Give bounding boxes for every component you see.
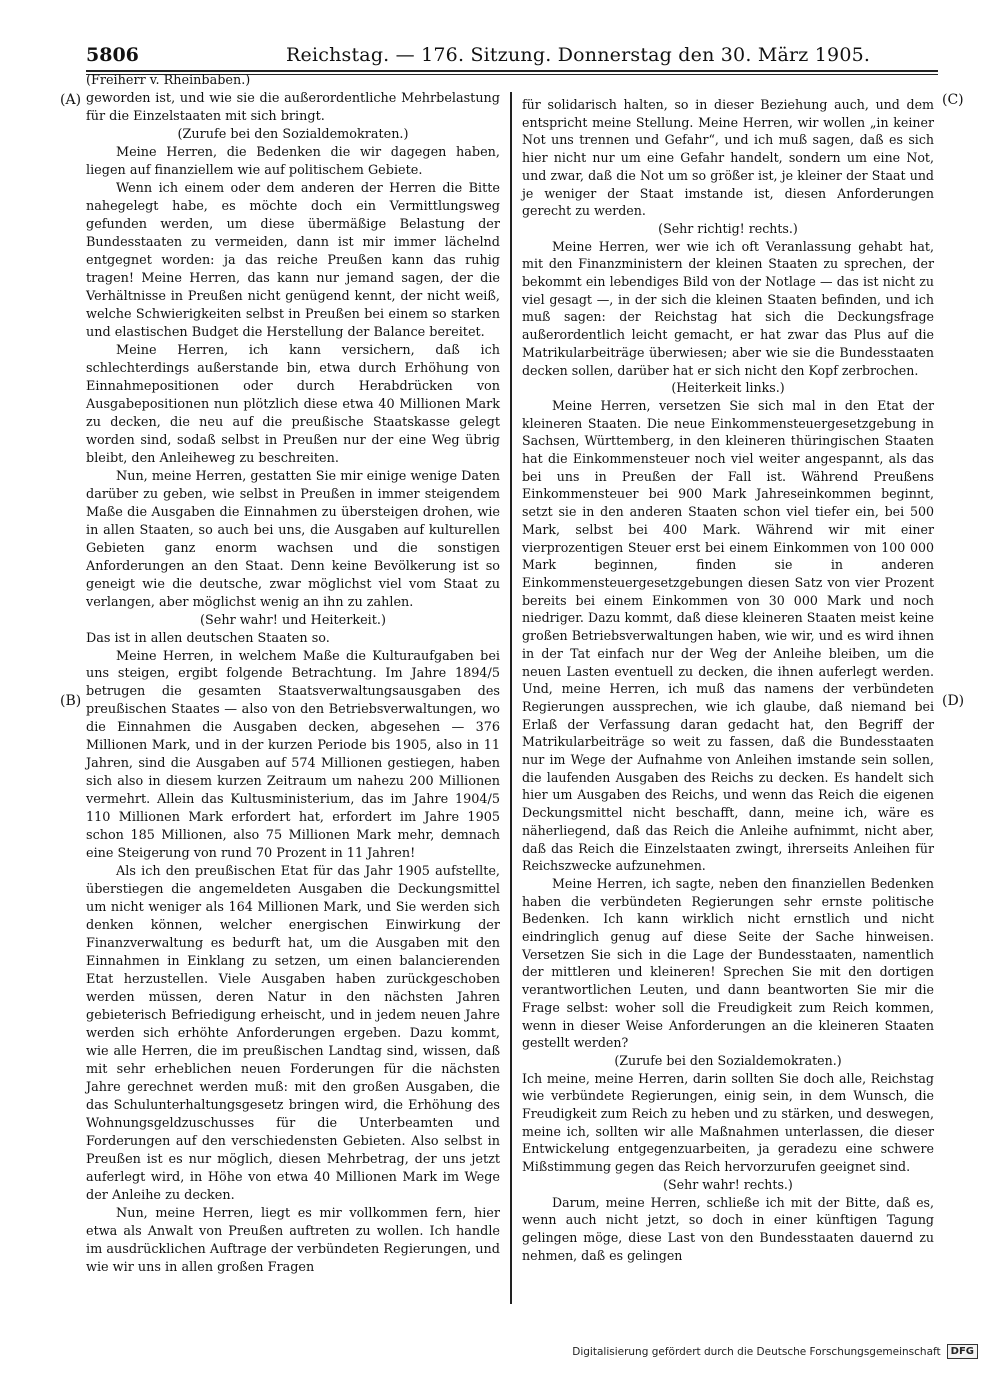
- paragraph: Darum, meine Herren, schließe ich mit der Bitte, daß es, wenn auch nicht jetzt, so doch in einer künftigen Tagung gelingen möge, diese Last von den Bundesstaaten dauernd zu nehmen, daß es gelingen: [522, 1194, 934, 1263]
- paragraph: Meine Herren, ich sagte, neben den finanziellen Bedenken haben die verbündeten Regierungen sehr ernste politische Bedenken. Ich kann wirklich nicht ernstlich und nicht eindringlich genug auf diese Seite der Sache hinweisen. Versetzen Sie sich in die Lage der Bundesstaaten, namentlich der mittleren und kleineren! Sprechen Sie mit den dortigen verantwortlichen Leuten, und dann beantworten Sie mir die Frage selbst: woher soll die Freudigkeit zum Reich kommen, wenn in dieser Weise Anforderungen an die kleineren Staaten gestellt werden?: [522, 875, 934, 1051]
- footer-credit: Digitalisierung gefördert durch die Deutsche Forschungsgemeinschaft: [572, 1345, 941, 1358]
- page-title: Reichstag. — 176. Sitzung. Donnerstag den 30. März 1905.: [286, 44, 871, 66]
- interjection: (Zurufe bei den Sozialdemokraten.): [177, 126, 409, 142]
- paragraph: Als ich den preußischen Etat für das Jahr 1905 aufstellte, überstiegen die angemeldeten Ausgaben die Deckungsmittel um nicht weniger als 164 Millionen Mark, und Sie werden sich denken können, welcher energischen Einwirkung der Finanzverwaltung es bedurft hat, um die Ausgaben mit den Einnahmen in Einklang zu setzen, um einen balancierenden Etat herzustellen. Viele Ausgaben haben zurückgeschoben werden müssen, deren Natur in den nächsten Jahren gebieterisch Befriedigung erheischt, und in jedem neuen Jahre werden sich erhöhte Anforderungen ergeben. Dazu kommt, wie alle Herren, die im preußischen Landtag sind, wissen, daß mit sehr erheblichen neuen Forderungen für die nächsten Jahre gerechnet werden muß: mit den großen Ausgaben, die das Schulunterhaltungsgesetz bringen wird, die Erhöhung des Wohnungsgeldzuschusses für die Unterbeamten und Forderungen auf den verschiedensten Gebieten. Also selbst in Preußen ist es nur möglich, diesen Mehrbetrag, der uns jetzt auferlegt wird, in Höhe von etwa 40 Millionen Mark im Wege der Anleihe zu decken.: [86, 864, 500, 1204]
- paragraph: Das ist in allen deutschen Staaten so.: [86, 630, 330, 646]
- margin-marker-b: (B): [60, 693, 82, 709]
- paragraph: Meine Herren, versetzen Sie sich mal in den Etat der kleineren Staaten. Die neue Einkommensteuergesetzgebung in Sachsen, Württemberg, in den kleineren thüringischen Staaten hat die Einkommensteuer noch viel weiter angespannt, als das bei uns in Preußen der Fall ist. Während Preußens Einkommensteuer bei 900 Mark Jahreseinkommen beginnt, setzt sie in den anderen Staaten schon viel tiefer ein, bei 500 Mark, selbst bei 400 Mark. Während wir mit einer vierprozentigen Steuer erst bei einem Einkommen von 100 000 Mark beginnen, finden sie in anderen Einkommensteuergesetzgebungen diesen Satz von vier Prozent bereits bei einem Einkommen von 30 000 Mark und noch niedriger. Dazu kommt, daß diese kleineren Staaten meist keine großen Betriebsverwaltungen haben, wie wir, und es wird ihnen in der Tat einfach nur der Weg der Anleihe bleiben, um die neuen Lasten eventuell zu decken, die ihnen auferlegt werden. Und, meine Herren, ich muß das namens der verbündeten Regierungen aussprechen, wie ich glaube, daß niemand bei Erlaß der Verfassung daran gedacht hat, den Begriff der Matrikularbeiträge so weit zu fassen, daß die Bundesstaaten nur im Wege der Aufnahme von Anleihen imstande sein sollen, die laufenden Ausgaben des Reichs zu decken. Es handelt sich hier um Ausgaben des Reichs, und wenn das Reich die eigenen Deckungsmittel nicht beschafft, dann, meine ich, wäre es näherliegend, daß das Reich die Anleihe aufnimmt, nicht aber, daß das Reich die Einzelstaaten zwingt, ihrerseits Anleihen für Reichszwecke aufzunehmen.: [522, 397, 934, 874]
- interjection: (Sehr wahr! rechts.): [663, 1176, 793, 1192]
- paragraph: Nun, meine Herren, liegt es mir vollkommen fern, hier etwa als Anwalt von Preußen auftreten zu wollen. Ich handle im ausdrücklichen Auftrage der verbündeten Regierungen, und wie wir uns in allen großen Fragen: [86, 1206, 500, 1275]
- speaker-label: (Freiherr v. Rheinbaben.): [86, 73, 251, 88]
- right-column: [522, 96, 934, 1264]
- page-header: [86, 44, 938, 70]
- paragraph: Meine Herren, wer wie ich oft Veranlassung gehabt hat, mit den Finanzministern der kleinen Staaten zu sprechen, der bekommt ein lebendiges Bild von der Notlage — das ist nicht zu viel gesagt —, in der sich die kleinen Staaten befinden, und ich muß sagen: der Reichstag hat sich die Deckungsfrage außerordentlich leicht gemacht, er hat zwar das Plus auf die Matrikularbeiträge überwiesen; aber wie sie die Bundesstaaten decken sollen, darüber hat er sich nicht den Kopf zerbrochen.: [522, 238, 934, 378]
- paragraph: Nun, meine Herren, gestatten Sie mir einige wenige Daten darüber zu geben, wie selbst in Preußen in immer steigendem Maße die Ausgaben die Einnahmen zu übersteigen drohen, wie in allen Staaten, so auch bei uns, die Ausgaben auf kulturellen Gebieten ganz enorm wachsen und die sonstigen Anforderungen an den Staat. Denn keine Bevölkerung ist so geneigt wie die deutsche, zwar möglichst viel vom Staat zu verlangen, aber möglichst wenig an ihn zu zahlen.: [86, 468, 500, 610]
- interjection: (Heiterkeit links.): [671, 380, 785, 396]
- margin-marker-c: (C): [942, 92, 964, 108]
- page-number: 5806: [86, 44, 139, 66]
- interjection: (Sehr wahr! und Heiterkeit.): [200, 612, 386, 628]
- left-column: [86, 72, 500, 1277]
- paragraph: Meine Herren, in welchem Maße die Kulturaufgaben bei uns steigen, ergibt folgende Betrachtung. Im Jahre 1894/5 betrugen die gesamten Staatsverwaltungsausgaben des preußischen Staates — also von den Betriebsverwaltungen, wo die Einnahmen die Ausgaben decken, abgesehen — 376 Millionen Mark, und in der kurzen Periode bis 1905, also in 11 Jahren, sind die Ausgaben auf 574 Millionen gestiegen, haben sich also in diesem kurzen Zeitraum um nahezu 200 Millionen vermehrt. Allein das Kultusministerium, das im Jahre 1904/5 110 Millionen Mark erfordert hat, erfordert im Jahre 1905 schon 185 Millionen, also 75 Millionen Mark mehr, demnach eine Steigerung von rund 70 Prozent in 11 Jahren!: [86, 648, 500, 862]
- column-divider: [510, 92, 512, 1304]
- paragraph: geworden ist, und wie sie die außerordentliche Mehrbelastung für die Einzelstaaten mit sich bringt.: [86, 90, 500, 124]
- margin-marker-a: (A): [60, 92, 82, 108]
- interjection: (Sehr richtig! rechts.): [658, 220, 798, 236]
- paragraph: Meine Herren, die Bedenken die wir dagegen haben, liegen auf finanziellem wie auf politischem Gebiete.: [86, 144, 500, 178]
- page-footer: [572, 1344, 978, 1359]
- interjection: (Zurufe bei den Sozialdemokraten.): [614, 1052, 842, 1068]
- paragraph: Ich meine, meine Herren, darin sollten Sie doch alle, Reichstag wie verbündete Regierungen, einig sein, in dem Wunsch, die Freudigkeit zum Reich zu heben und zu stärken, und deswegen, meine ich, sollten wir alle Maßnahmen unterlassen, die dieser Entwickelung entgegenzuarbeiten, ja geradezu eine schwere Mißstimmung gegen das Reich hervorzurufen geeignet sind.: [522, 1070, 934, 1175]
- dfg-logo: DFG: [947, 1344, 978, 1359]
- paragraph: Wenn ich einem oder dem anderen der Herren die Bitte nahegelegt habe, es möchte doch ein Vermittlungsweg gefunden werden, um diese übermäßige Belastung der Bundesstaaten zu vermeiden, dann ist mir immer lächelnd entgegnet worden: ja das reiche Preußen kann das ruhig tragen! Meine Herren, das kann nur jemand sagen, der die Verhältnisse in Preußen nicht genügend kennt, der nicht weiß, welche Schwierigkeiten selbst in Preußen bei einem so starken und elastischen Budget die Herstellung der Balance bereitet.: [86, 180, 500, 340]
- margin-marker-d: (D): [942, 693, 965, 709]
- paragraph: für solidarisch halten, so in dieser Beziehung auch, und dem entspricht meine Stellung. Meine Herren, wir wollen „in keiner Not uns trennen und Gefahr“, und ich muß sagen, daß es sich hier nicht nur um eine Gefahr handelt, sondern um eine Not, und zwar, daß die Not um so größer ist, je kleiner der Staat und je weniger der Staat imstande ist, diesen Anforderungen gerecht zu werden.: [522, 97, 934, 219]
- paragraph: Meine Herren, ich kann versichern, daß ich schlechterdings außerstande bin, etwa durch Erhöhung von Einnahmepositionen oder durch Herabdrücken von Ausgabepositionen nun plötzlich diese etwa 40 Millionen Mark zu decken, die neu auf die preußische Staatskasse gelegt worden sind, sodaß selbst in Preußen nur der eine Weg übrig bleibt, den Anleiheweg zu beschreiten.: [86, 342, 500, 466]
